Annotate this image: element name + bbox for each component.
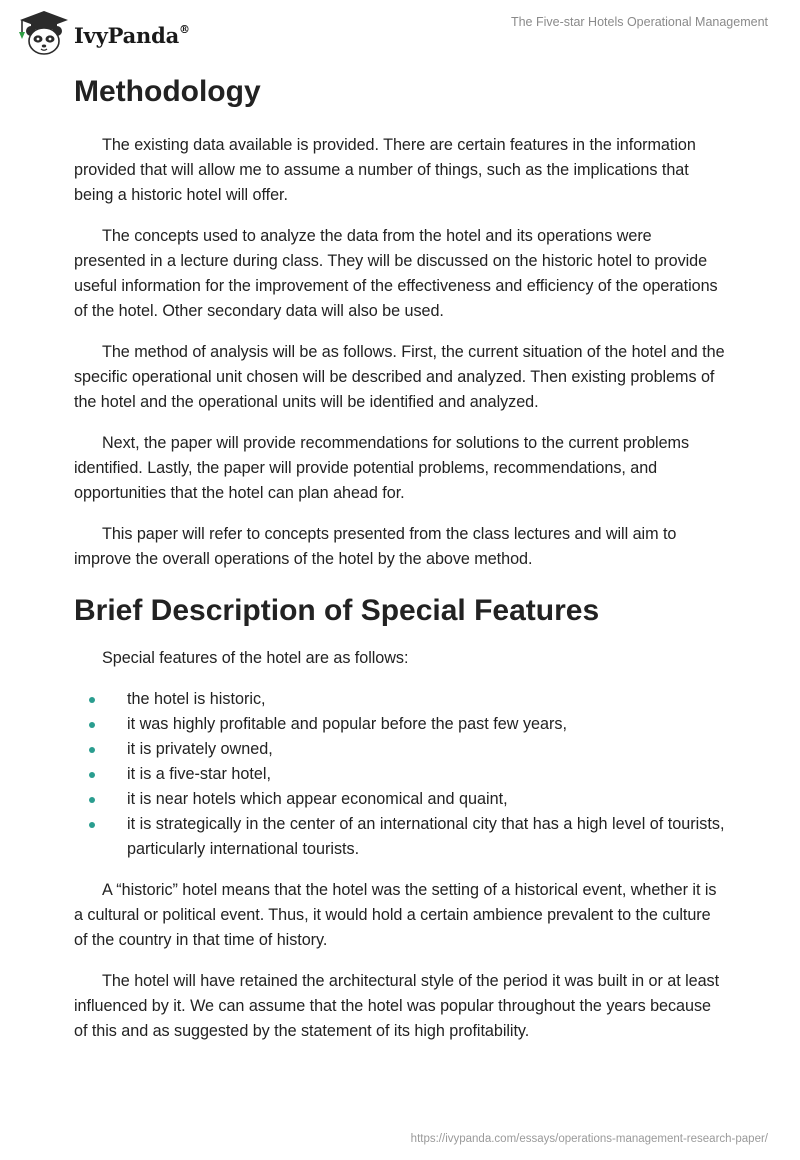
bullet-dot-icon [89,822,95,828]
paragraph: The hotel will have retained the architectural style of the period it was built in or at least influenced by it. We can assume that the hotel was popular throughout the years because of this and as suggested by the statement of its high profitability. [74,972,720,1040]
list-item: it is privately owned, [74,737,726,762]
paragraph: This paper will refer to concepts presented from the class lectures and will aim to improve the overall operations of the hotel by the above method. [74,525,677,568]
bullet-dot-icon [89,747,95,753]
brand-name: IvyPanda® [74,22,190,48]
section-heading-special-features: Brief Description of Special Features [74,594,600,627]
list-intro: Special features of the hotel are as follows: [102,649,409,667]
bullet-dot-icon [89,722,95,728]
list-item: it is near hotels which appear economical and quaint, [74,787,726,812]
paragraph: A “historic” hotel means that the hotel was the setting of a historical event, whether it is a cultural or political event. Thus, it would hold a certain ambience prevalent to the culture of the country in that time of history. [74,881,717,949]
list-item: it is strategically in the center of an international city that has a high level of tourists, particularly international tourists. [74,812,726,862]
ivypanda-logo[interactable] [14,8,190,58]
paragraph: The method of analysis will be as follows. First, the current situation of the hotel and the specific operational unit chosen will be described and analyzed. Then existing problems of the hotel and the operational units will be identified and analyzed. [74,343,725,411]
features-list [74,687,726,862]
bullet-dot-icon [89,697,95,703]
list-item: it is a five-star hotel, [74,762,726,787]
bullet-dot-icon [89,797,95,803]
panda-graduate-icon [14,8,70,58]
paragraph: Next, the paper will provide recommendations for solutions to the current problems identified. Lastly, the paper will provide potential problems, recommendations, and opportunities that the hotel can plan ahead for. [74,434,690,502]
list-item: the hotel is historic, [74,687,726,712]
document-title: The Five-star Hotels Operational Management [510,15,768,29]
paragraph: The concepts used to analyze the data from the hotel and its operations were presented in a lecture during class. They will be discussed on the historic hotel to provide useful information for the improvement of the effectiveness and efficiency of the operations of the hotel. Other secondary data will also be used. [74,227,718,320]
article-body [74,72,726,1060]
source-url[interactable]: https://ivypanda.com/essays/operations-management-research-paper/ [410,1133,768,1145]
paragraph: The existing data available is provided. There are certain features in the information provided that will allow me to assume a number of things, such as the implications that being a historic hotel will offer. [74,136,696,204]
page-header [0,0,800,70]
list-item: it was highly profitable and popular before the past few years, [74,712,726,737]
bullet-dot-icon [89,772,95,778]
section-heading-methodology: Methodology [74,75,261,108]
